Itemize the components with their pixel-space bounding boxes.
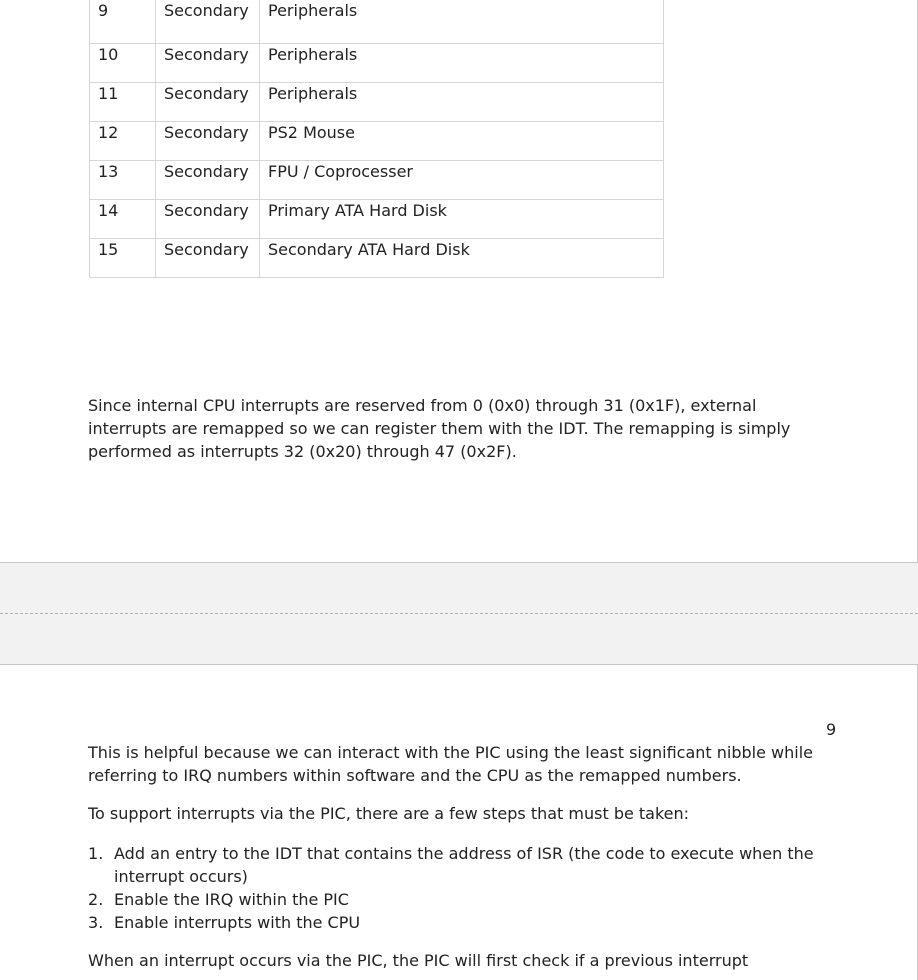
- irq-number: 11: [98, 83, 119, 103]
- interrupt-flow-paragraph: When an interrupt occurs via the PIC, the PIC will first check if a previous interrupt: [88, 951, 749, 970]
- irq-number: 15: [98, 239, 119, 259]
- device-name: Primary ATA Hard Disk: [268, 200, 447, 220]
- device-name: Secondary ATA Hard Disk: [268, 239, 470, 259]
- page-separator: [0, 613, 918, 614]
- irq-number: 14: [98, 200, 119, 220]
- table-row: [90, 238, 664, 277]
- pic-type: Secondary: [164, 122, 249, 142]
- device-name: FPU / Coprocesser: [268, 161, 413, 181]
- device-name: PS2 Mouse: [268, 122, 355, 142]
- irq-number: 10: [98, 44, 119, 64]
- remap-paragraph: Since internal CPU interrupts are reserved from 0 (0x0) through 31 (0x1F), external interrupts are remapped so we can register them with the IDT. The remapping is simply performed as interrupts 32 (0x20) through 47 (0x2F).: [88, 396, 791, 461]
- pic-type: Secondary: [164, 200, 249, 220]
- steps-intro-paragraph: To support interrupts via the PIC, there are a few steps that must be taken:: [88, 804, 690, 823]
- table-row: [90, 121, 664, 160]
- device-name: Peripherals: [268, 44, 358, 64]
- device-name: Peripherals: [268, 83, 358, 103]
- table-row: [90, 160, 664, 199]
- list-item: Enable interrupts with the CPU: [114, 913, 361, 932]
- pic-type: Secondary: [164, 44, 249, 64]
- table-row: [90, 0, 664, 43]
- pic-type: Secondary: [164, 1, 249, 20]
- list-item: Enable the IRQ within the PIC: [114, 890, 349, 909]
- table-row: [90, 199, 664, 238]
- pic-type: Secondary: [164, 83, 249, 103]
- list-item: Add an entry to the IDT that contains the address of ISR (the code to execute when the interrupt occurs): [114, 844, 814, 886]
- table-row: [90, 43, 664, 82]
- irq-number: 13: [98, 161, 119, 181]
- pic-type: Secondary: [164, 239, 249, 259]
- page-number: 9: [826, 720, 837, 739]
- irq-number: 12: [98, 122, 119, 142]
- pic-type: Secondary: [164, 161, 249, 181]
- irq-table: [89, 0, 664, 278]
- table-row: [90, 82, 664, 121]
- device-name: Peripherals: [268, 1, 358, 20]
- nibble-paragraph: This is helpful because we can interact with the PIC using the least significant nibble while referring to IRQ numbers within software and the CPU as the remapped numbers.: [88, 743, 814, 785]
- irq-number: 9: [98, 1, 109, 20]
- steps-list: [88, 842, 854, 934]
